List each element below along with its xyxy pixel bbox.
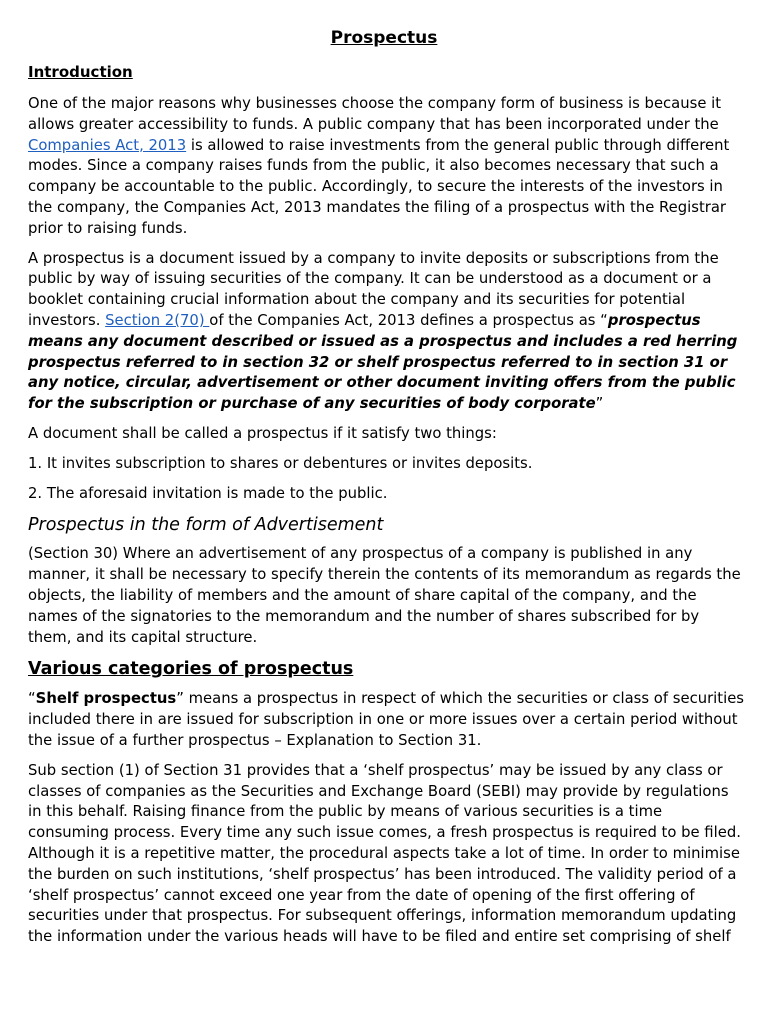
intro-paragraph: One of the major reasons why businesses choose the company form of business is because it allows greater accessibility to funds. A public company that has been incorporated under the Companies Act, 2013 is allowed to raise investments from the general public through different modes. Since a company raises funds from the public, it also becomes necessary that such a company be accountable to the public. Accordingly, to secure the interests of the investors in the company, the Companies Act, 2013 mandates the filing of a prospectus with the Registrar prior to raising funds. — [28, 95, 730, 237]
section-2-70-link[interactable]: Section 2(70) — [105, 311, 210, 329]
definition-paragraph: A prospectus is a document issued by a company to invite deposits or subscriptions from the public by way of issuing securities of the company. It can be understood as a document or a booklet containing crucial information about the company and its securities for potential investors. Section 2(70) of the Companies Act, 2013 defines a prospectus as “prospectus means any document described or issued as a prospectus and includes a red herring prospectus referred to in section 32 or shelf prospectus referred to in section 31 or any notice, circular, advertisement or other document inviting offers from the public for the subscription or purchase of any securities of body corporate” — [28, 249, 738, 413]
advertisement-heading: Prospectus in the form of Advertisement — [28, 515, 384, 536]
companies-act-link[interactable]: Companies Act, 2013 — [28, 136, 187, 154]
criteria-intro: A document shall be called a prospectus if it satisfy two things: — [28, 424, 497, 442]
introduction-heading: Introduction — [28, 63, 133, 81]
criteria-item-2: 2. The aforesaid invitation is made to the public. — [28, 484, 388, 502]
categories-heading: Various categories of prospectus — [28, 659, 354, 680]
document-title: Prospectus — [330, 28, 438, 48]
prospectus-definition: prospectus means any document described or issued as a prospectus and includes a red herring prospectus referred to in section 32 or shelf prospectus referred to in section 31 or any notice, circular, advertisement or other document inviting offers from the public for the subscription or purchase of any securities of body corporate — [28, 311, 738, 413]
shelf-prospectus-term: Shelf prospectus — [35, 690, 177, 708]
document-body — [28, 62, 744, 957]
sub-section-paragraph: Sub section (1) of Section 31 provides that a ‘shelf prospectus’ may be issued by any class or classes of companies as the Securities and Exchange Board (SEBI) may provide by regulations in this behalf. Raising finance from the public by means of various securities is a time consuming process. Every time any such issue comes, a fresh prospectus is required to be filed. Although it is a repetitive matter, the procedural aspects take a lot of time. In order to minimise the burden on such institutions, ‘shelf prospectus’ has been introduced. The validity period of a ‘shelf prospectus’ cannot exceed one year from the date of opening of the first offering of securities under that prospectus. For subsequent offerings, information memorandum updating the information under the various heads will have to be filed and entire set comprising of shelf — [28, 761, 741, 946]
criteria-item-1: 1. It invites subscription to shares or debentures or invites deposits. — [28, 454, 533, 472]
shelf-prospectus-paragraph: “Shelf prospectus” means a prospectus in respect of which the securities or class of securities included there in are issued for subscription in one or more issues over a certain period without the issue of a further prospectus – Explanation to Section 31. — [28, 690, 745, 749]
advertisement-paragraph: (Section 30) Where an advertisement of any prospectus of a company is published in any manner, it shall be necessary to specify therein the contents of its memorandum as regards the objects, the liability of members and the amount of share capital of the company, and the names of the signatories to the memorandum and the number of shares subscribed for by them, and its capital structure. — [28, 545, 741, 646]
